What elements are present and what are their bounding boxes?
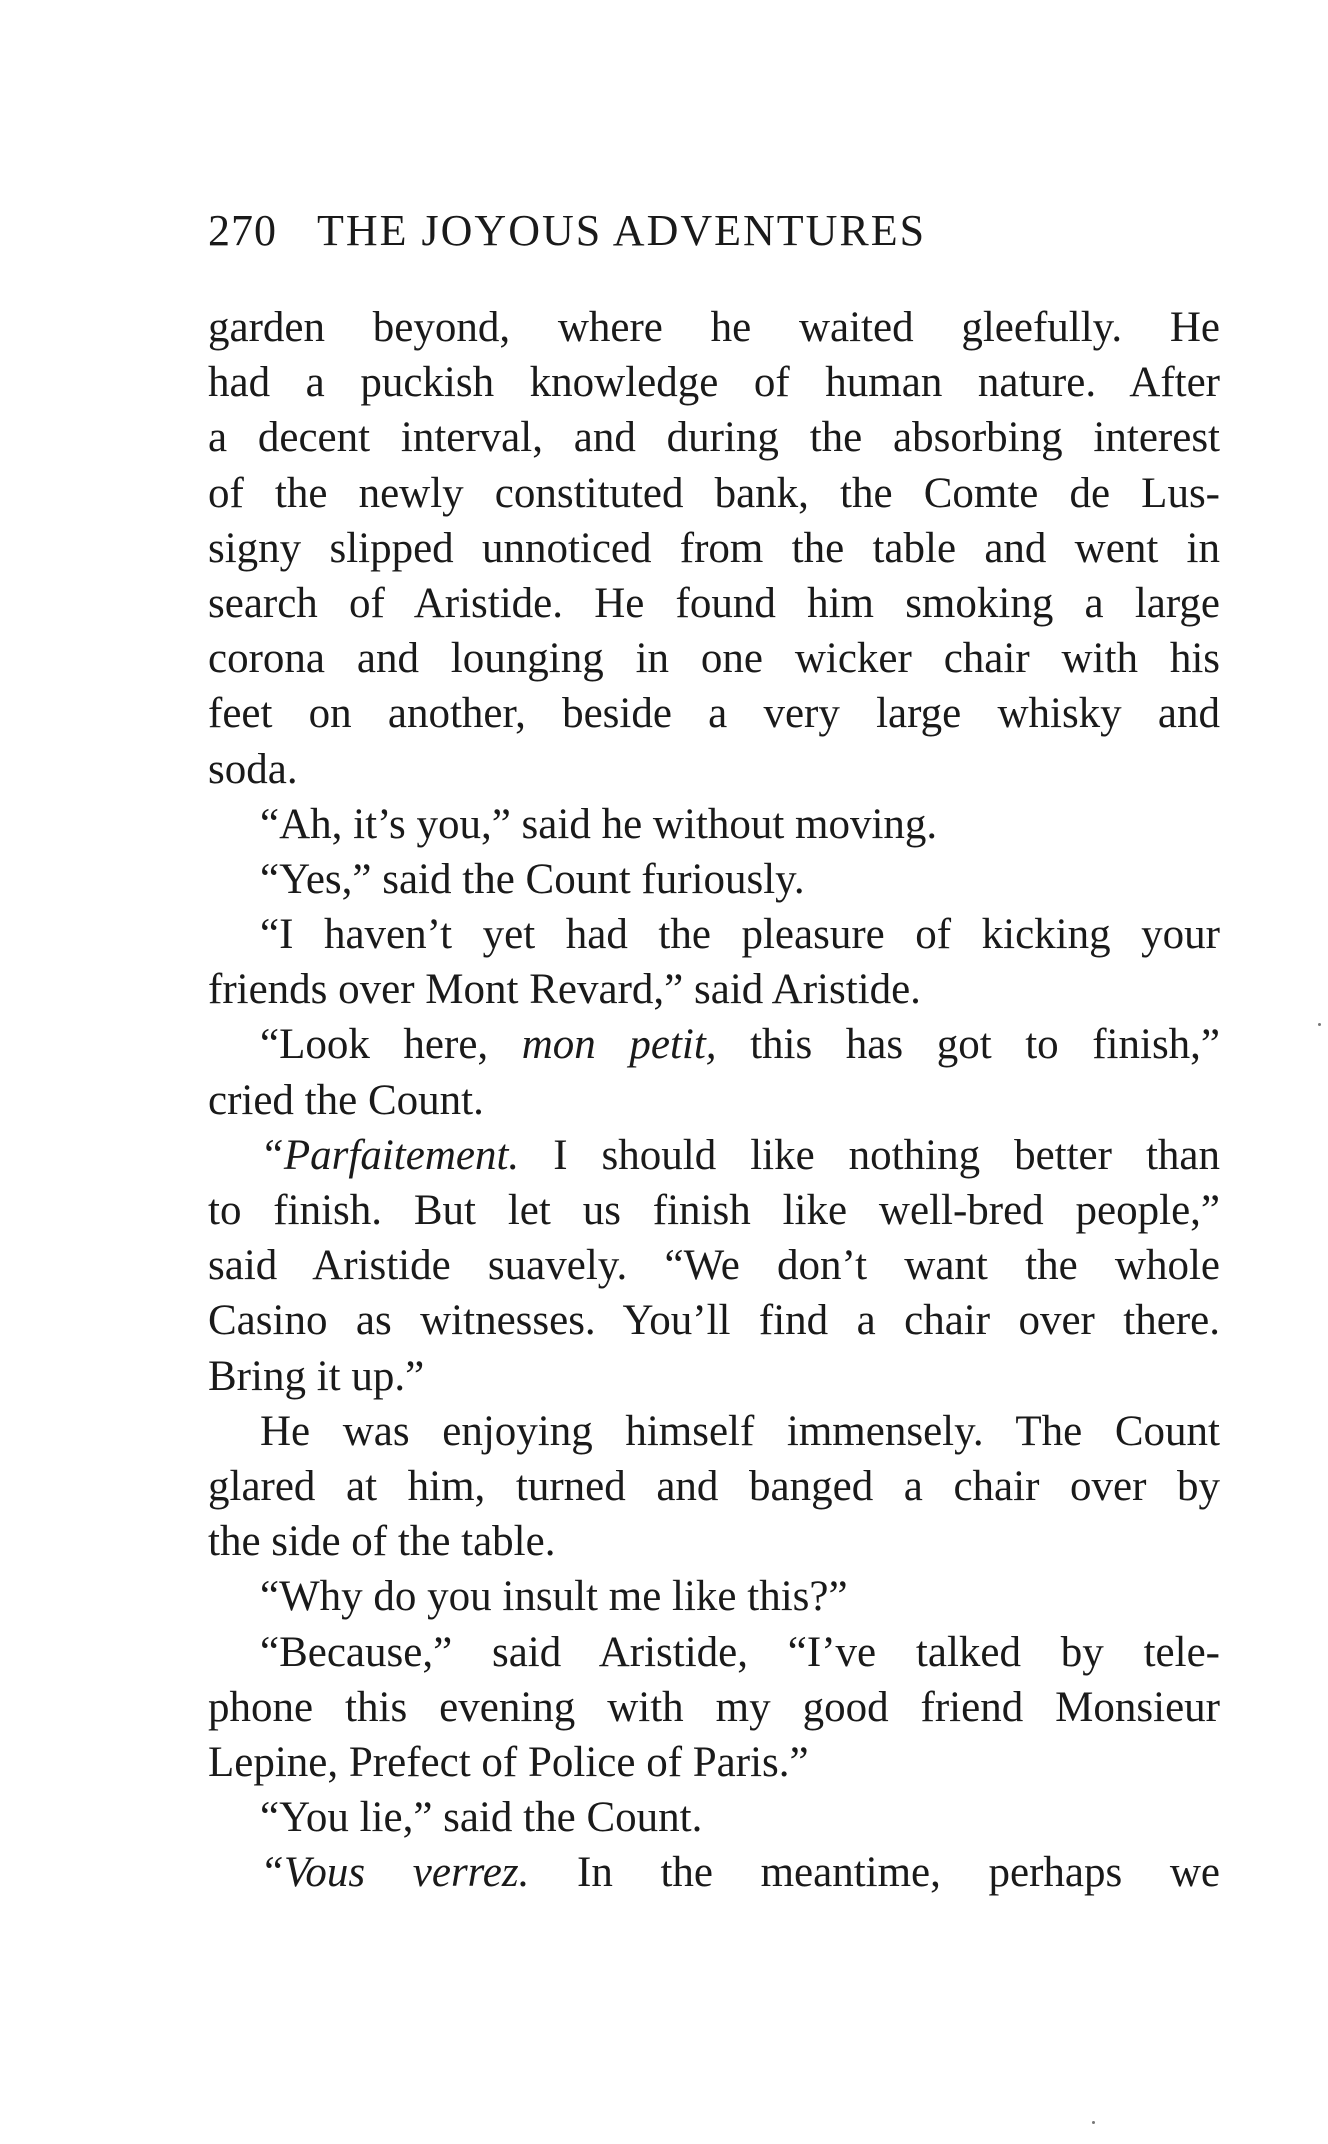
italic-phrase: mon petit, xyxy=(521,1021,717,1069)
text-line: of the newly constituted bank, the Comte de Lus- xyxy=(208,469,1220,517)
text-line: corona and lounging in one wicker chair with his xyxy=(208,635,1220,683)
running-head xyxy=(208,205,1080,256)
italic-phrase: “Vous verrez. xyxy=(260,1849,530,1897)
body-text xyxy=(208,300,1220,1900)
text-line: He was enjoying himself immensely. The Count xyxy=(260,1407,1220,1455)
text-line: glared at him, turned and banged a chair over by xyxy=(208,1462,1220,1510)
text-line: “I haven’t yet had the pleasure of kicking your xyxy=(260,911,1220,959)
text-line: signy slipped unnoticed from the table and went in xyxy=(208,524,1220,572)
text-line: the side of the table. xyxy=(208,1518,556,1566)
text-line: had a puckish knowledge of human nature. After xyxy=(208,359,1220,407)
text-line xyxy=(208,1845,1220,1900)
text-line: a decent interval, and during the absorbing interest xyxy=(208,414,1220,462)
text-run: In the meantime, perhaps we xyxy=(529,1849,1220,1897)
text-run: “Look here, xyxy=(260,1021,522,1069)
text-line: Casino as witnesses. You’ll find a chair over there. xyxy=(208,1297,1220,1345)
italic-phrase: “Parfaitement. xyxy=(260,1131,520,1179)
text-line xyxy=(208,1017,1220,1072)
page-number: 270 xyxy=(208,206,277,255)
text-line: to finish. But let us finish like well-bred people,” xyxy=(208,1187,1220,1234)
text-line: Bring it up.” xyxy=(208,1352,425,1400)
text-line: friends over Mont Revard,” said Aristide. xyxy=(208,966,921,1014)
text-line: “You lie,” said the Count. xyxy=(260,1794,703,1842)
text-line: garden beyond, where he waited gleefully. He xyxy=(208,304,1220,351)
text-line: cried the Count. xyxy=(208,1076,484,1124)
text-line: feet on another, beside a very large whisky and xyxy=(208,690,1220,738)
text-line: phone this evening with my good friend Monsieur xyxy=(208,1683,1220,1731)
text-line: Lepine, Prefect of Police of Paris.” xyxy=(208,1738,809,1786)
text-line: “Yes,” said the Count furiously. xyxy=(260,855,805,903)
paper-speck xyxy=(1318,1023,1321,1026)
text-run: I should like nothing better than xyxy=(519,1131,1220,1179)
text-line: “Why do you insult me like this?” xyxy=(260,1573,848,1621)
text-run: this has got to finish,” xyxy=(716,1021,1221,1069)
text-line: search of Aristide. He found him smoking a large xyxy=(208,579,1220,627)
text-line xyxy=(208,1128,1220,1183)
text-line: soda. xyxy=(208,745,298,793)
text-line: “Ah, it’s you,” said he without moving. xyxy=(260,800,938,848)
text-line: “Because,” said Aristide, “I’ve talked by tele- xyxy=(260,1628,1220,1676)
text-line: said Aristide suavely. “We don’t want the whole xyxy=(208,1242,1220,1290)
paper-speck xyxy=(1092,2121,1095,2124)
running-title: THE JOYOUS ADVENTURES xyxy=(317,206,927,255)
